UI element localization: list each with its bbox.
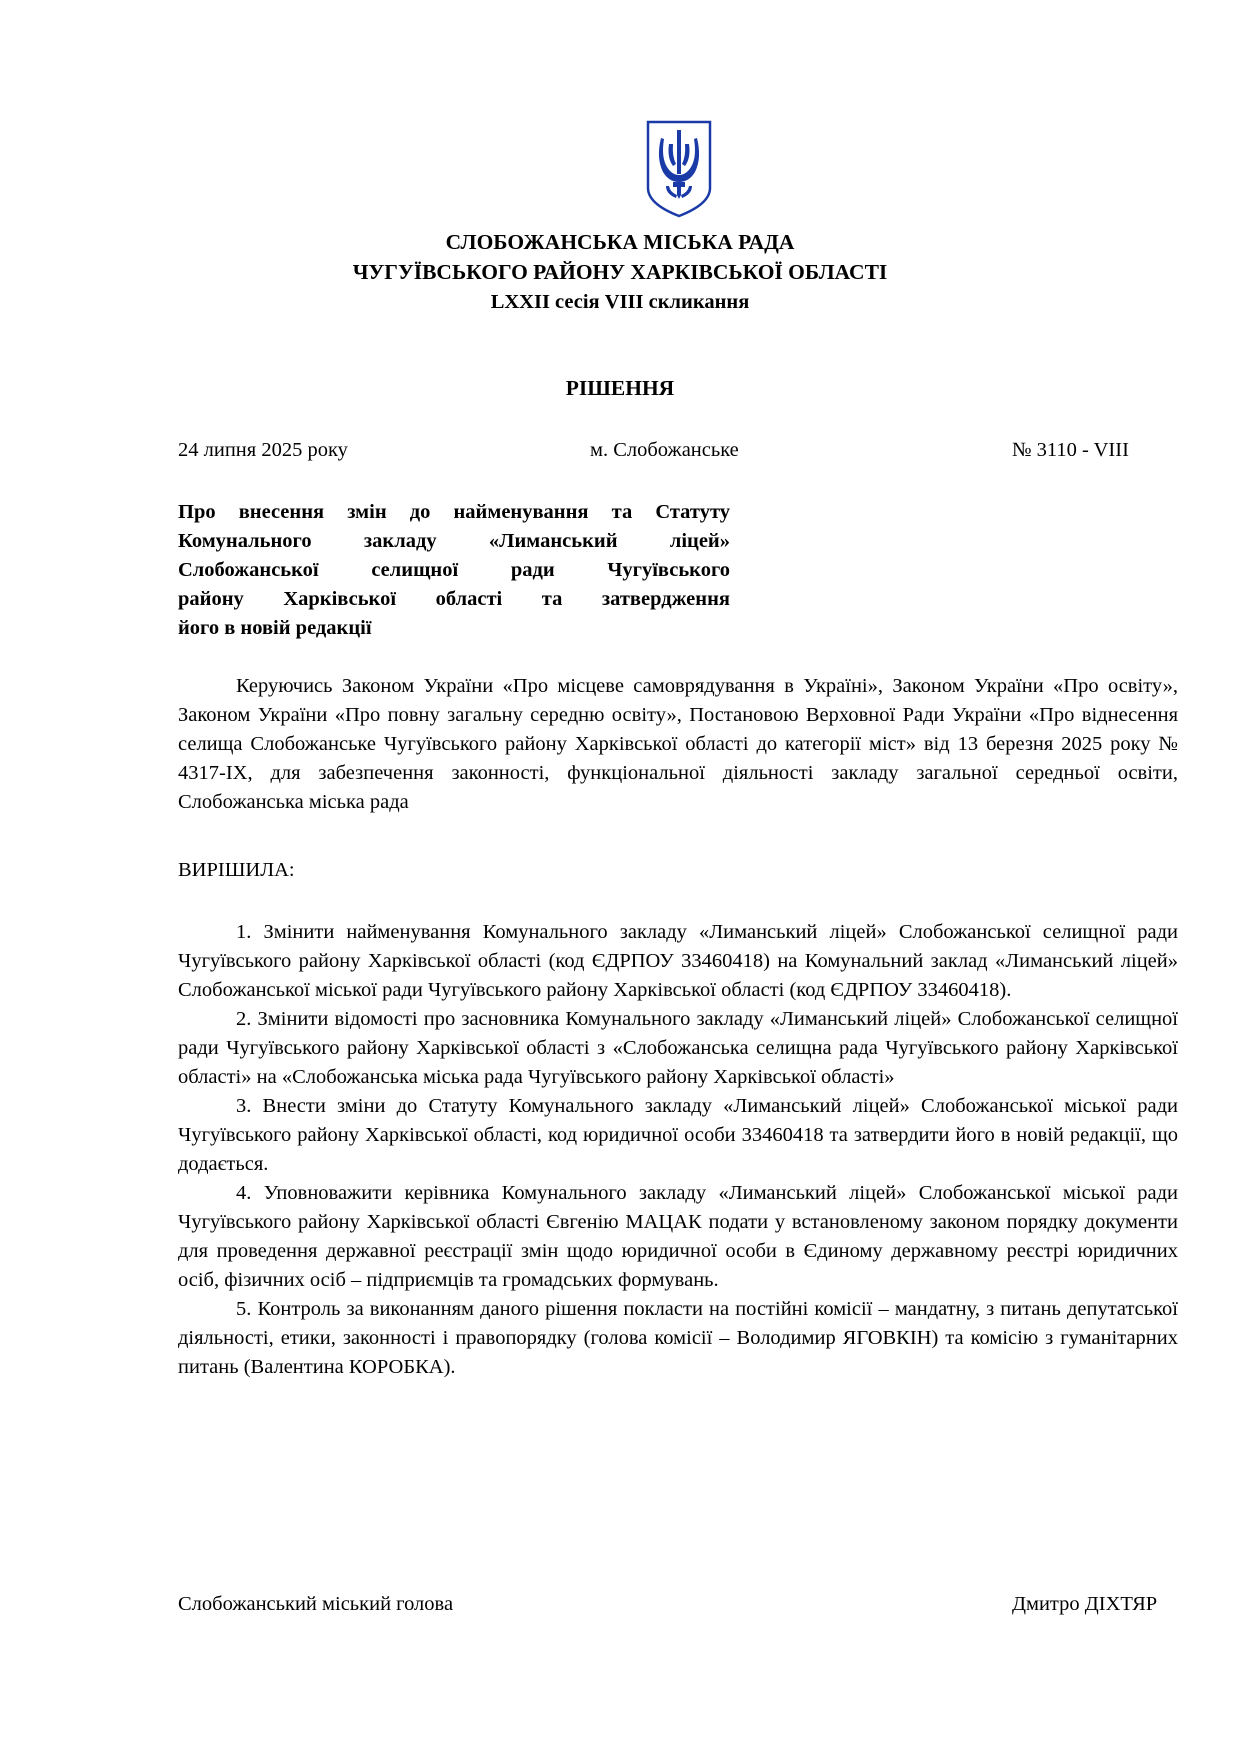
subject-line: його в новій редакції	[178, 617, 372, 639]
decision-item-2: 2. Змінити відомості про засновника Комунального закладу «Лиманський ліцей» Слобожанської селищної ради Чугуївського району Харківської області з «Слобожанська селищна рада Чугуївського району Харківської області» на «Слобожанська міська рада Чугуївського району Харківської області»	[178, 1008, 1178, 1088]
preamble-text: Керуючись Законом України «Про місцеве самоврядування в Україні», Законом України «Про освіту», Законом України «Про повну загальну середню освіту», Постановою Верховної Ради України «Про віднесення селища Слобожанське Чугуївського району Харківської області до категорії міст» від 13 березня 2025 року № 4317-IX, для забезпечення законності, функціональної діяльності закладу загальної середньої освіти, Слобожанська міська рада	[178, 675, 1178, 813]
subject-line: Слобожанської селищної ради Чугуївського	[178, 559, 730, 581]
document-type: РІШЕННЯ	[565, 376, 675, 400]
session-line: LXXII сесія VIII скликання	[490, 291, 750, 313]
decision-item-5: 5. Контроль за виконанням даного рішення покласти на постійні комісії – мандатну, з питань депутатської діяльності, етики, законності і правопорядку (голова комісії – Володимир ЯГОВКІН) та комісію з гуманітарних питань (Валентина КОРОБКА).	[178, 1298, 1178, 1378]
decision-number: № 3110 - VIII	[1012, 439, 1129, 461]
decision-item-4: 4. Уповноважити керівника Комунального закладу «Лиманський ліцей» Слобожанської міської ради Чугуївського району Харківської області Євгенію МАЦАК подати у встановленому законом порядку документи для проведення державної реєстрації змін щодо юридичної особи в Єдиному державному реєстрі юридичних осіб, фізичних осіб – підприємців та громадських формувань.	[178, 1182, 1178, 1291]
ukraine-trident-icon	[644, 118, 714, 218]
subject-line: району Харківської області та затвердження	[178, 588, 730, 610]
decided-label: ВИРІШИЛА:	[178, 859, 295, 881]
signatory-name: Дмитро ДІХТЯР	[1012, 1593, 1158, 1615]
decision-item-3: 3. Внести зміни до Статуту Комунального закладу «Лиманський ліцей» Слобожанської міської ради Чугуївського району Харківської області, код юридичної особи 33460418 та затвердити його в новій редакції, що додається.	[178, 1095, 1178, 1175]
decision-subject	[178, 498, 730, 643]
decision-date: 24 липня 2025 року	[178, 439, 348, 461]
council-district: ЧУГУЇВСЬКОГО РАЙОНУ ХАРКІВСЬКОЇ ОБЛАСТІ	[352, 260, 888, 284]
decision-place: м. Слобожанське	[590, 439, 739, 461]
decision-item-1: 1. Змінити найменування Комунального закладу «Лиманський ліцей» Слобожанської селищної ради Чугуївського району Харківської області (код ЄДРПОУ 33460418) на Комунальний заклад «Лиманський ліцей» Слобожанської міської ради Чугуївського району Харківської області (код ЄДРПОУ 33460418).	[178, 921, 1178, 1001]
council-name: СЛОБОЖАНСЬКА МІСЬКА РАДА	[445, 230, 795, 254]
decision-items	[178, 918, 1178, 1382]
subject-line: Про внесення змін до найменування та Статуту	[178, 501, 730, 523]
signatory-position: Слобожанський міський голова	[178, 1593, 454, 1615]
preamble	[178, 672, 1178, 817]
subject-line: Комунального закладу «Лиманський ліцей»	[178, 530, 730, 552]
